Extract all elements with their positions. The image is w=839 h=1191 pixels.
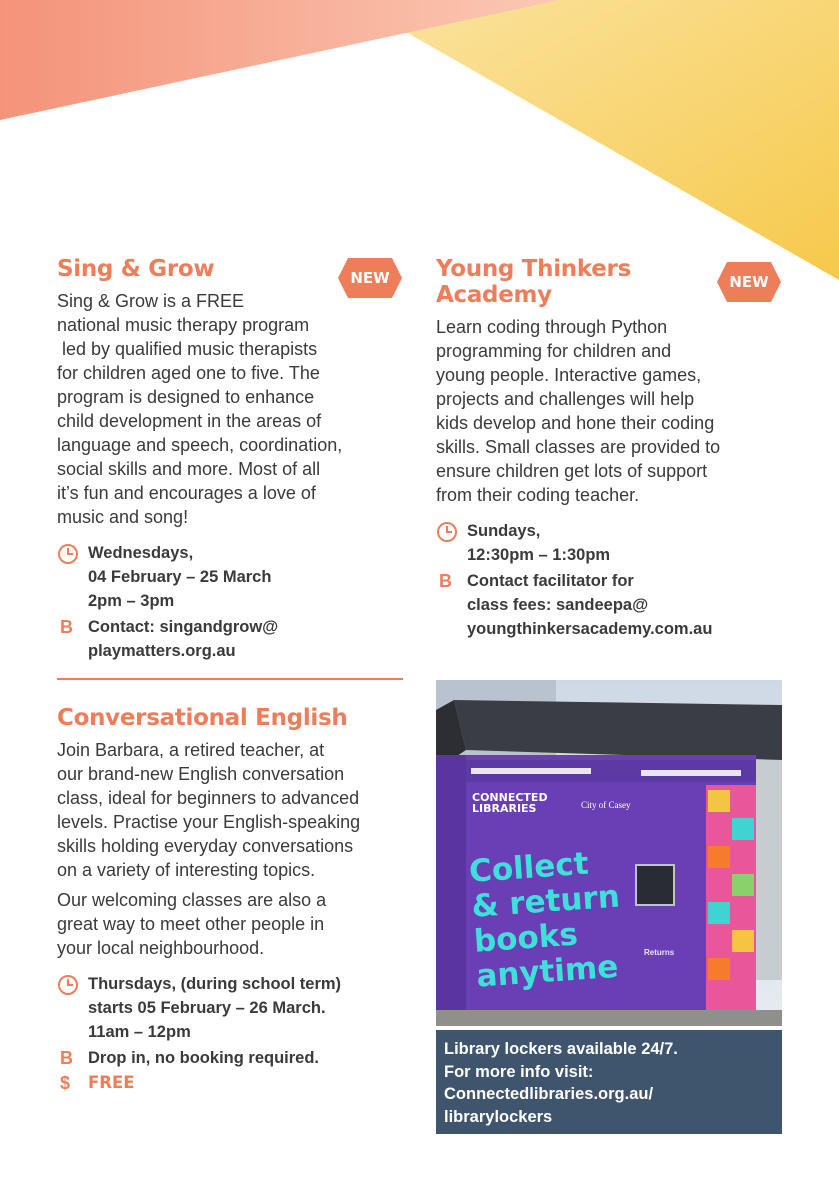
sing-grow-line: Sing & Grow is a FREE: [57, 291, 245, 311]
council-logo: City of Casey: [581, 800, 631, 810]
slogan-line: anytime: [475, 948, 620, 995]
young-thinkers-section: [436, 256, 786, 641]
conversational-line: on a variety of interesting topics.: [57, 860, 316, 880]
sing-grow-line: for children aged one to five. The: [57, 363, 320, 383]
brand-line: LIBRARIES: [472, 802, 537, 815]
yellow-shape: [350, 0, 839, 280]
sing-grow-section: [57, 256, 407, 663]
sing-grow-contact: [57, 615, 407, 663]
clock-icon: [57, 543, 79, 565]
clock-icon: [436, 521, 458, 543]
booking-b-icon: B: [439, 571, 452, 591]
schedule-line: 12:30pm – 1:30pm: [467, 546, 611, 564]
slogan-line: & return: [470, 878, 621, 925]
section-divider: [57, 678, 403, 680]
conversational-section: [57, 705, 417, 1095]
young-thinkers-line: kids develop and hone their coding: [436, 413, 715, 433]
young-thinkers-line: projects and challenges will help: [436, 389, 695, 409]
booking-b-icon: B: [60, 617, 73, 637]
young-thinkers-title-line: Academy: [436, 282, 552, 308]
locker-slogan: [468, 845, 626, 995]
contact-line: youngthinkersacademy.com.au: [467, 620, 713, 638]
conversational-line: skills holding everyday conversations: [57, 836, 354, 856]
young-thinkers-schedule: [436, 519, 786, 567]
lockers-caption: [436, 1030, 782, 1134]
conversational-line: levels. Practise your English-speaking: [57, 812, 361, 832]
sing-grow-line: social skills and more. Most of all: [57, 459, 321, 479]
sing-grow-line: program is designed to enhance: [57, 387, 315, 407]
sing-grow-line: led by qualified music therapists: [57, 339, 318, 359]
young-thinkers-line: from their coding teacher.: [436, 485, 640, 505]
sing-grow-title: Sing & Grow: [57, 256, 215, 282]
young-thinkers-line: skills. Small classes are provided to: [436, 437, 721, 457]
young-thinkers-line: programming for children and: [436, 341, 672, 361]
sing-grow-line: language and speech, coordination,: [57, 435, 343, 455]
conversational-line: Our welcoming classes are also a: [57, 890, 327, 910]
young-thinkers-line: Learn coding through Python: [436, 317, 668, 337]
slogan-line: Collect: [467, 845, 590, 890]
sing-grow-line: it’s fun and encourages a love of: [57, 483, 316, 503]
young-thinkers-line: ensure children get lots of support: [436, 461, 708, 481]
new-badge-label: NEW: [729, 273, 769, 291]
young-thinkers-contact: [436, 569, 786, 641]
schedule-line: Wednesdays,: [88, 544, 194, 562]
conversational-title: Conversational English: [57, 705, 348, 731]
caption-line: For more info visit:: [444, 1062, 594, 1081]
young-thinkers-line: young people. Interactive games,: [436, 365, 702, 385]
library-lockers-photo: [436, 680, 782, 1026]
brand-line: CONNECTED: [472, 791, 548, 804]
caption-link[interactable]: librarylockers: [444, 1107, 553, 1126]
schedule-line: Thursdays, (during school term): [88, 975, 342, 993]
young-thinkers-title-line: Young Thinkers: [436, 256, 631, 282]
schedule-line: Sundays,: [467, 522, 541, 540]
new-badge: [338, 258, 402, 298]
booking-b-icon: B: [60, 1048, 73, 1068]
booking-line: Drop in, no booking required.: [88, 1049, 319, 1067]
schedule-line: 11am – 12pm: [88, 1023, 191, 1041]
sing-grow-schedule: [57, 541, 407, 613]
caption-line: Library lockers available 24/7.: [444, 1040, 678, 1058]
conversational-line: Join Barbara, a retired teacher, at: [57, 740, 325, 760]
sing-grow-line: music and song!: [57, 507, 189, 527]
clock-icon: [57, 974, 79, 996]
new-badge-label: NEW: [350, 269, 390, 287]
conversational-line: our brand-new English conversation: [57, 764, 345, 784]
sing-grow-line: child development in the areas of: [57, 411, 322, 431]
slogan-line: books: [472, 916, 579, 960]
price-label: FREE: [88, 1073, 135, 1092]
returns-label: Returns: [644, 948, 675, 957]
conversational-booking: [57, 1046, 417, 1070]
contact-line: Contact facilitator for: [467, 572, 634, 590]
connected-libraries-logo: [472, 792, 548, 814]
conversational-line: class, ideal for beginners to advanced: [57, 788, 360, 808]
caption-link[interactable]: Connectedlibraries.org.au/: [444, 1085, 654, 1103]
sing-grow-line: national music therapy program: [57, 315, 310, 335]
new-badge: [717, 262, 781, 302]
contact-line: class fees: sandeepa@: [467, 596, 649, 614]
dollar-icon: $: [60, 1073, 71, 1093]
conversational-schedule: [57, 972, 417, 1044]
schedule-line: 04 February – 25 March: [88, 568, 272, 586]
contact-line: Contact: singandgrow@: [88, 618, 279, 636]
contact-line: playmatters.org.au: [88, 642, 236, 660]
conversational-line: great way to meet other people in: [57, 914, 325, 934]
schedule-line: starts 05 February – 26 March.: [88, 999, 326, 1017]
conversational-price: [57, 1071, 417, 1095]
schedule-line: 2pm – 3pm: [88, 592, 175, 610]
conversational-line: your local neighbourhood.: [57, 938, 265, 958]
